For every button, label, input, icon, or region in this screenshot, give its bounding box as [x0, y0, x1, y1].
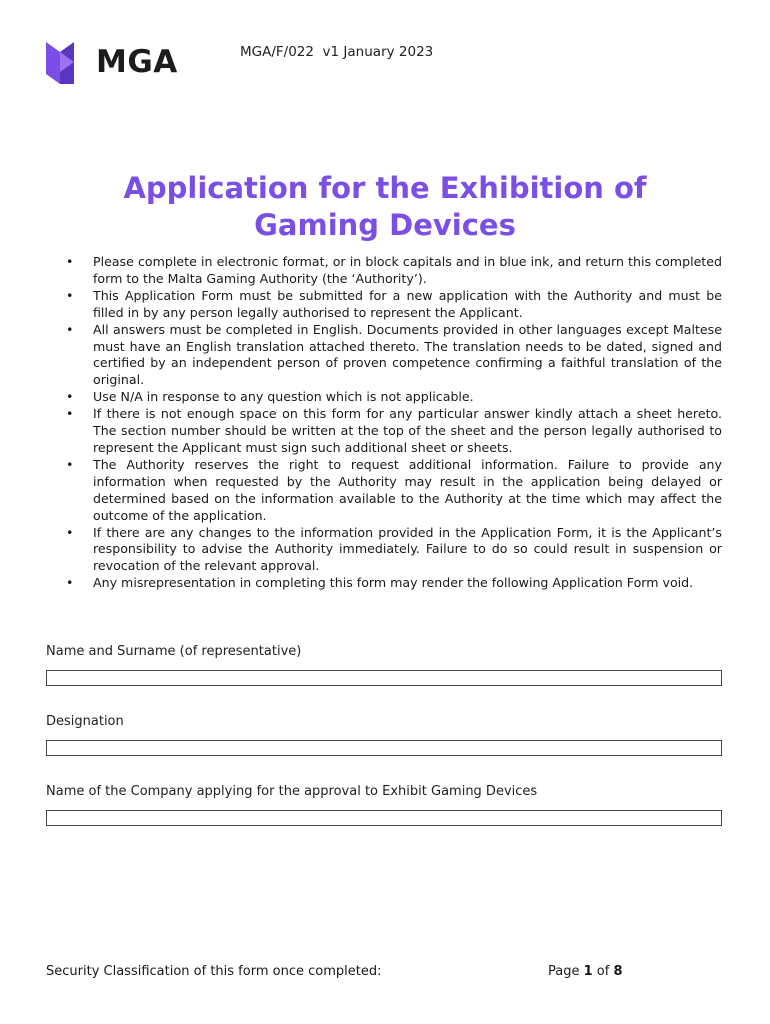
bullet-icon: • — [66, 389, 74, 405]
bullet-icon: • — [66, 254, 74, 269]
designation-label: Designation — [46, 714, 124, 729]
page-title — [60, 170, 710, 244]
total-pages: 8 — [613, 964, 623, 979]
mga-logo-mark-icon — [46, 42, 90, 84]
security-classification-label: Security Classification of this form once completed: — [46, 964, 382, 979]
company-name-field[interactable] — [46, 810, 722, 826]
list-item: • If there are any changes to the information provided in the Application Form, it is the Applicant’s responsibility to advise the Authority immediately. Failure to do so could result in suspension or revocation of the relevant approval. — [66, 524, 722, 574]
current-page: 1 — [583, 964, 593, 979]
bullet-icon: • — [66, 287, 74, 303]
list-item: • Any misrepresentation in completing this form may render the following Application Form void. — [66, 575, 694, 591]
list-item: • Use N/A in response to any question which is not applicable. — [66, 389, 474, 405]
page-number: Page 1 of 8 — [548, 964, 623, 979]
list-item: • All answers must be completed in English. Documents provided in other languages except Maltese must have an English translation attached thereto. The translation needs to be dated, signed and certified by an independent person of proven competence confirming a faithful translation of the original. — [66, 321, 722, 388]
designation-field[interactable] — [46, 740, 722, 756]
list-item: • This Application Form must be submitted for a new application with the Authority and must be filled in by any person legally authorised to represent the Applicant. — [66, 287, 722, 320]
bullet-icon: • — [66, 406, 74, 422]
list-item: • The Authority reserves the right to request additional information. Failure to provide any information when requested by the Authority may result in the application being delayed or determined based on the information available to the Authority at the time which may affect the outcome of the application. — [66, 456, 722, 523]
bullet-icon: • — [66, 321, 74, 337]
bullet-icon: • — [66, 575, 74, 591]
bullet-icon: • — [66, 456, 74, 472]
form-code: MGA/F/022 v1 January 2023 — [240, 44, 434, 60]
company-name-label: Name of the Company applying for the approval to Exhibit Gaming Devices — [46, 784, 538, 799]
list-item: • Please complete in electronic format, or in block capitals and in blue ink, and return this completed form to the Malta Gaming Authority (the ‘Authority’). — [66, 254, 722, 286]
title-line-1: Application for the Exhibition of — [123, 171, 647, 205]
representative-name-label: Name and Surname (of representative) — [46, 644, 302, 659]
logo-wordmark: MGA — [96, 44, 178, 80]
list-item: • If there is not enough space on this form for any particular answer kindly attach a sheet hereto. The section number should be written at the top of the sheet and the person legally authorised to represent the Applicant must sign such additional sheet or sheets. — [66, 406, 722, 455]
title-line-2: Gaming Devices — [254, 208, 516, 242]
representative-name-field[interactable] — [46, 670, 722, 686]
bullet-icon: • — [66, 524, 74, 540]
instructions-list — [66, 254, 722, 592]
